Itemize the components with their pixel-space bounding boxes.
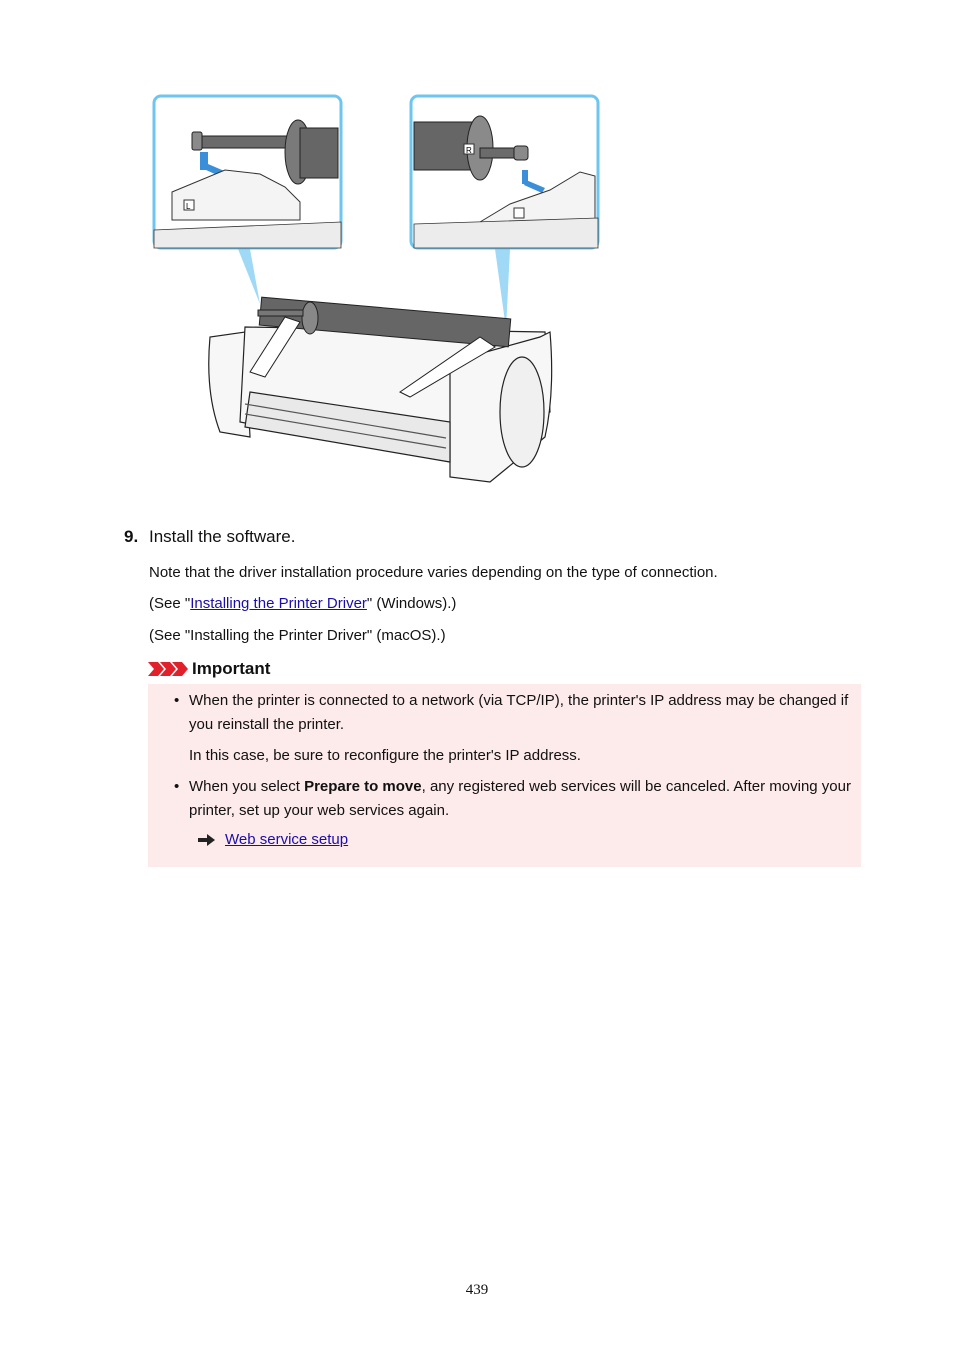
right-callout-pointer	[495, 249, 510, 329]
bullet-1: •	[174, 692, 180, 709]
left-holder-badge: L	[186, 202, 191, 211]
bullet-2: •	[174, 778, 180, 795]
printer-body	[209, 327, 552, 482]
see-windows-prefix: (See "	[149, 595, 191, 612]
important-box	[148, 684, 861, 867]
step-title: Install the software.	[149, 527, 296, 546]
web-service-ref	[198, 831, 348, 848]
prepare-to-move-bold: Prepare to move	[304, 778, 422, 795]
left-callout-pointer	[238, 249, 260, 304]
web-service-setup-link[interactable]: Web service setup	[225, 831, 349, 848]
item-2-before: When you select	[189, 778, 305, 795]
right-arrow-icon	[198, 834, 215, 846]
see-macos-line: (See "Installing the Printer Driver" (macOS).)	[149, 627, 446, 644]
right-callout	[411, 96, 598, 248]
printer-roll-holder-illustration	[150, 92, 610, 492]
important-label: Important	[192, 659, 271, 678]
important-header	[148, 658, 270, 680]
important-item-1: When the printer is connected to a network (via TCP/IP), the printer's IP address may be changed if you reinstall the printer.	[189, 692, 849, 733]
installing-driver-windows-link[interactable]: Installing the Printer Driver	[190, 595, 367, 612]
important-item-2	[189, 775, 859, 822]
right-flange-badge: R	[466, 146, 472, 155]
see-windows-line	[149, 595, 456, 612]
item-2-after: , any registered web services will be canceled. After moving your printer, set up your web services again.	[189, 778, 851, 819]
step-number: 9.	[124, 527, 139, 546]
important-item-1-followup: In this case, be sure to reconfigure the printer's IP address.	[189, 747, 581, 764]
important-arrow-icon	[148, 660, 188, 678]
page-number: 439	[465, 1282, 489, 1298]
see-windows-suffix: " (Windows).)	[366, 595, 457, 612]
connection-note: Note that the driver installation procedure varies depending on the type of connection.	[149, 564, 718, 581]
left-callout	[154, 96, 341, 248]
